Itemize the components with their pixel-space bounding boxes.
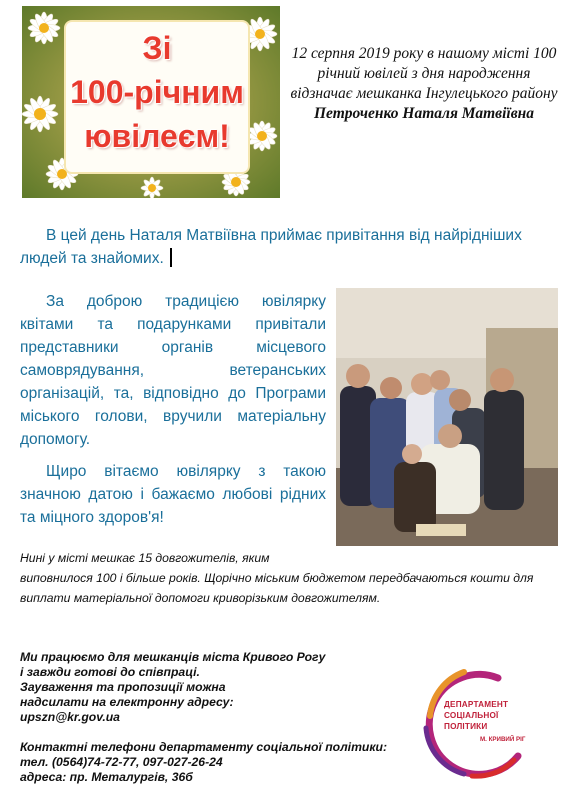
- group-photo: [336, 288, 558, 546]
- contact-line-4: надсилати на електронну адресу:: [20, 695, 234, 709]
- contact-line-1: Ми працюємо для мешканців міста Кривого Рогу: [20, 650, 326, 664]
- intro-heading: [288, 44, 560, 124]
- contact-address: адреса: пр. Металургів, 36б: [20, 770, 193, 784]
- contact-line-2: і завжди готові до співпраці.: [20, 665, 200, 679]
- contact-spacer: [20, 725, 420, 740]
- paragraph-greetings: В цей день Наталя Матвіївна приймає привітання від найрідніших людей та знайомих.: [20, 224, 560, 270]
- group-photo-graphic: [336, 288, 558, 546]
- logo-line-2: СОЦІАЛЬНОЇ: [444, 711, 499, 720]
- logo-line-1: ДЕПАРТАМЕНТ: [444, 700, 509, 709]
- honoree-name: Петроченко Наталя Матвіївна: [313, 105, 534, 122]
- contact-block: [20, 650, 420, 785]
- note-line-2: виповнилося 100 і більше років. Щорічно міським бюджетом передбачаються кошти для виплати матеріальної допомоги криворізьким довгожителям.: [20, 571, 534, 605]
- banner-title: [66, 26, 248, 158]
- department-logo: [406, 664, 556, 782]
- logo-city: М. КРИВИЙ РІГ: [480, 736, 526, 743]
- contact-phones: тел. (0564)74-72-77, 097-027-26-24: [20, 755, 223, 769]
- banner-line-2: 100-річним: [70, 74, 244, 110]
- banner-line-3: ювілеєм!: [84, 118, 230, 154]
- jubilee-banner-image: [22, 6, 280, 198]
- note-line-1: Нині у місті мешкає 15 довгожителів, яким: [20, 551, 270, 565]
- banner-line-1: Зі: [142, 30, 172, 66]
- contact-email[interactable]: upszn@kr.gov.ua: [20, 710, 120, 724]
- intro-text: 12 серпня 2019 року в нашому місті 100 річний ювілей з дня народження відзначає мешканка Інгулецького району: [290, 45, 558, 102]
- contact-phones-title: Контактні телефони департаменту соціальної політики:: [20, 740, 388, 754]
- longevity-note: [20, 548, 552, 608]
- logo-line-3: ПОЛІТИКИ: [444, 722, 488, 731]
- contact-line-3: Зауваження та пропозиції можна: [20, 680, 226, 694]
- paragraph-congratulation: Щиро вітаємо ювілярку з такою значною датою і бажаємо любові рідних та міцного здоров'я!: [20, 463, 326, 526]
- paragraph-tradition: За доброю традицією ювілярку квітами та подарунками привітали представники органів місцевого самоврядування, ветеранських організацій, та, відповідно до Програми міського голови, вручили матеріальну допомогу.: [20, 293, 326, 448]
